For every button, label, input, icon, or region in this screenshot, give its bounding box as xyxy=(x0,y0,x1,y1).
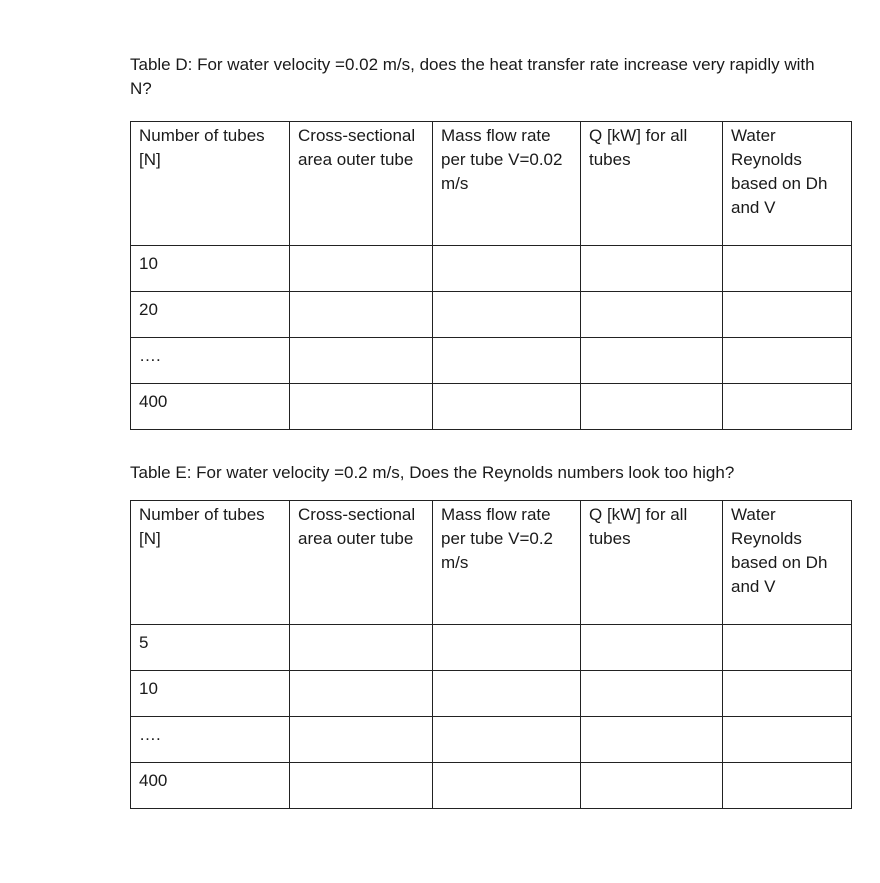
cell-cross-sectional-area xyxy=(290,246,433,292)
cell-water-reynolds xyxy=(723,763,852,809)
table-d-caption: Table D: For water velocity =0.02 m/s, does the heat transfer rate increase very rapidly with N? xyxy=(130,55,815,98)
cell-cross-sectional-area xyxy=(290,717,433,763)
table-row xyxy=(131,671,852,717)
table-row xyxy=(131,763,852,809)
cell-mass-flow-rate xyxy=(433,246,581,292)
cell-number-of-tubes: 10 xyxy=(131,246,290,292)
cell-q-kw xyxy=(581,338,723,384)
cell-cross-sectional-area xyxy=(290,625,433,671)
cell-mass-flow-rate xyxy=(433,384,581,430)
cell-number-of-tubes: 400 xyxy=(131,384,290,430)
table-e xyxy=(130,500,852,809)
cell-q-kw xyxy=(581,671,723,717)
cell-number-of-tubes: 10 xyxy=(131,671,290,717)
table-header-row xyxy=(131,122,852,246)
cell-number-of-tubes: 5 xyxy=(131,625,290,671)
header-water-reynolds: Water Reynolds based on Dh and V xyxy=(723,122,852,246)
cell-water-reynolds xyxy=(723,671,852,717)
cell-mass-flow-rate xyxy=(433,625,581,671)
table-row xyxy=(131,338,852,384)
cell-q-kw xyxy=(581,384,723,430)
table-row xyxy=(131,292,852,338)
cell-number-of-tubes: …. xyxy=(131,338,290,384)
header-cross-sectional-area: Cross-sectional area outer tube xyxy=(290,122,433,246)
cell-cross-sectional-area xyxy=(290,671,433,717)
cell-cross-sectional-area xyxy=(290,763,433,809)
cell-cross-sectional-area xyxy=(290,384,433,430)
cell-cross-sectional-area xyxy=(290,338,433,384)
cell-q-kw xyxy=(581,763,723,809)
cell-water-reynolds xyxy=(723,338,852,384)
cell-mass-flow-rate xyxy=(433,671,581,717)
cell-mass-flow-rate xyxy=(433,292,581,338)
header-mass-flow-rate: Mass flow rate per tube V=0.2 m/s xyxy=(433,501,581,625)
cell-water-reynolds xyxy=(723,625,852,671)
cell-q-kw xyxy=(581,625,723,671)
header-cross-sectional-area: Cross-sectional area outer tube xyxy=(290,501,433,625)
table-header-row xyxy=(131,501,852,625)
table-e-caption: Table E: For water velocity =0.2 m/s, Does the Reynolds numbers look too high? xyxy=(130,463,735,482)
cell-number-of-tubes: 20 xyxy=(131,292,290,338)
cell-water-reynolds xyxy=(723,384,852,430)
cell-number-of-tubes: …. xyxy=(131,717,290,763)
table-row xyxy=(131,717,852,763)
cell-q-kw xyxy=(581,246,723,292)
cell-mass-flow-rate xyxy=(433,717,581,763)
header-mass-flow-rate: Mass flow rate per tube V=0.02 m/s xyxy=(433,122,581,246)
header-water-reynolds: Water Reynolds based on Dh and V xyxy=(723,501,852,625)
cell-mass-flow-rate xyxy=(433,338,581,384)
cell-mass-flow-rate xyxy=(433,763,581,809)
header-number-of-tubes: Number of tubes [N] xyxy=(131,501,290,625)
cell-q-kw xyxy=(581,292,723,338)
cell-water-reynolds xyxy=(723,717,852,763)
table-row xyxy=(131,384,852,430)
cell-water-reynolds xyxy=(723,246,852,292)
header-q-kw: Q [kW] for all tubes xyxy=(581,122,723,246)
header-q-kw: Q [kW] for all tubes xyxy=(581,501,723,625)
cell-number-of-tubes: 400 xyxy=(131,763,290,809)
cell-cross-sectional-area xyxy=(290,292,433,338)
table-d xyxy=(130,121,852,430)
table-row xyxy=(131,246,852,292)
cell-water-reynolds xyxy=(723,292,852,338)
header-number-of-tubes: Number of tubes [N] xyxy=(131,122,290,246)
table-row xyxy=(131,625,852,671)
cell-q-kw xyxy=(581,717,723,763)
